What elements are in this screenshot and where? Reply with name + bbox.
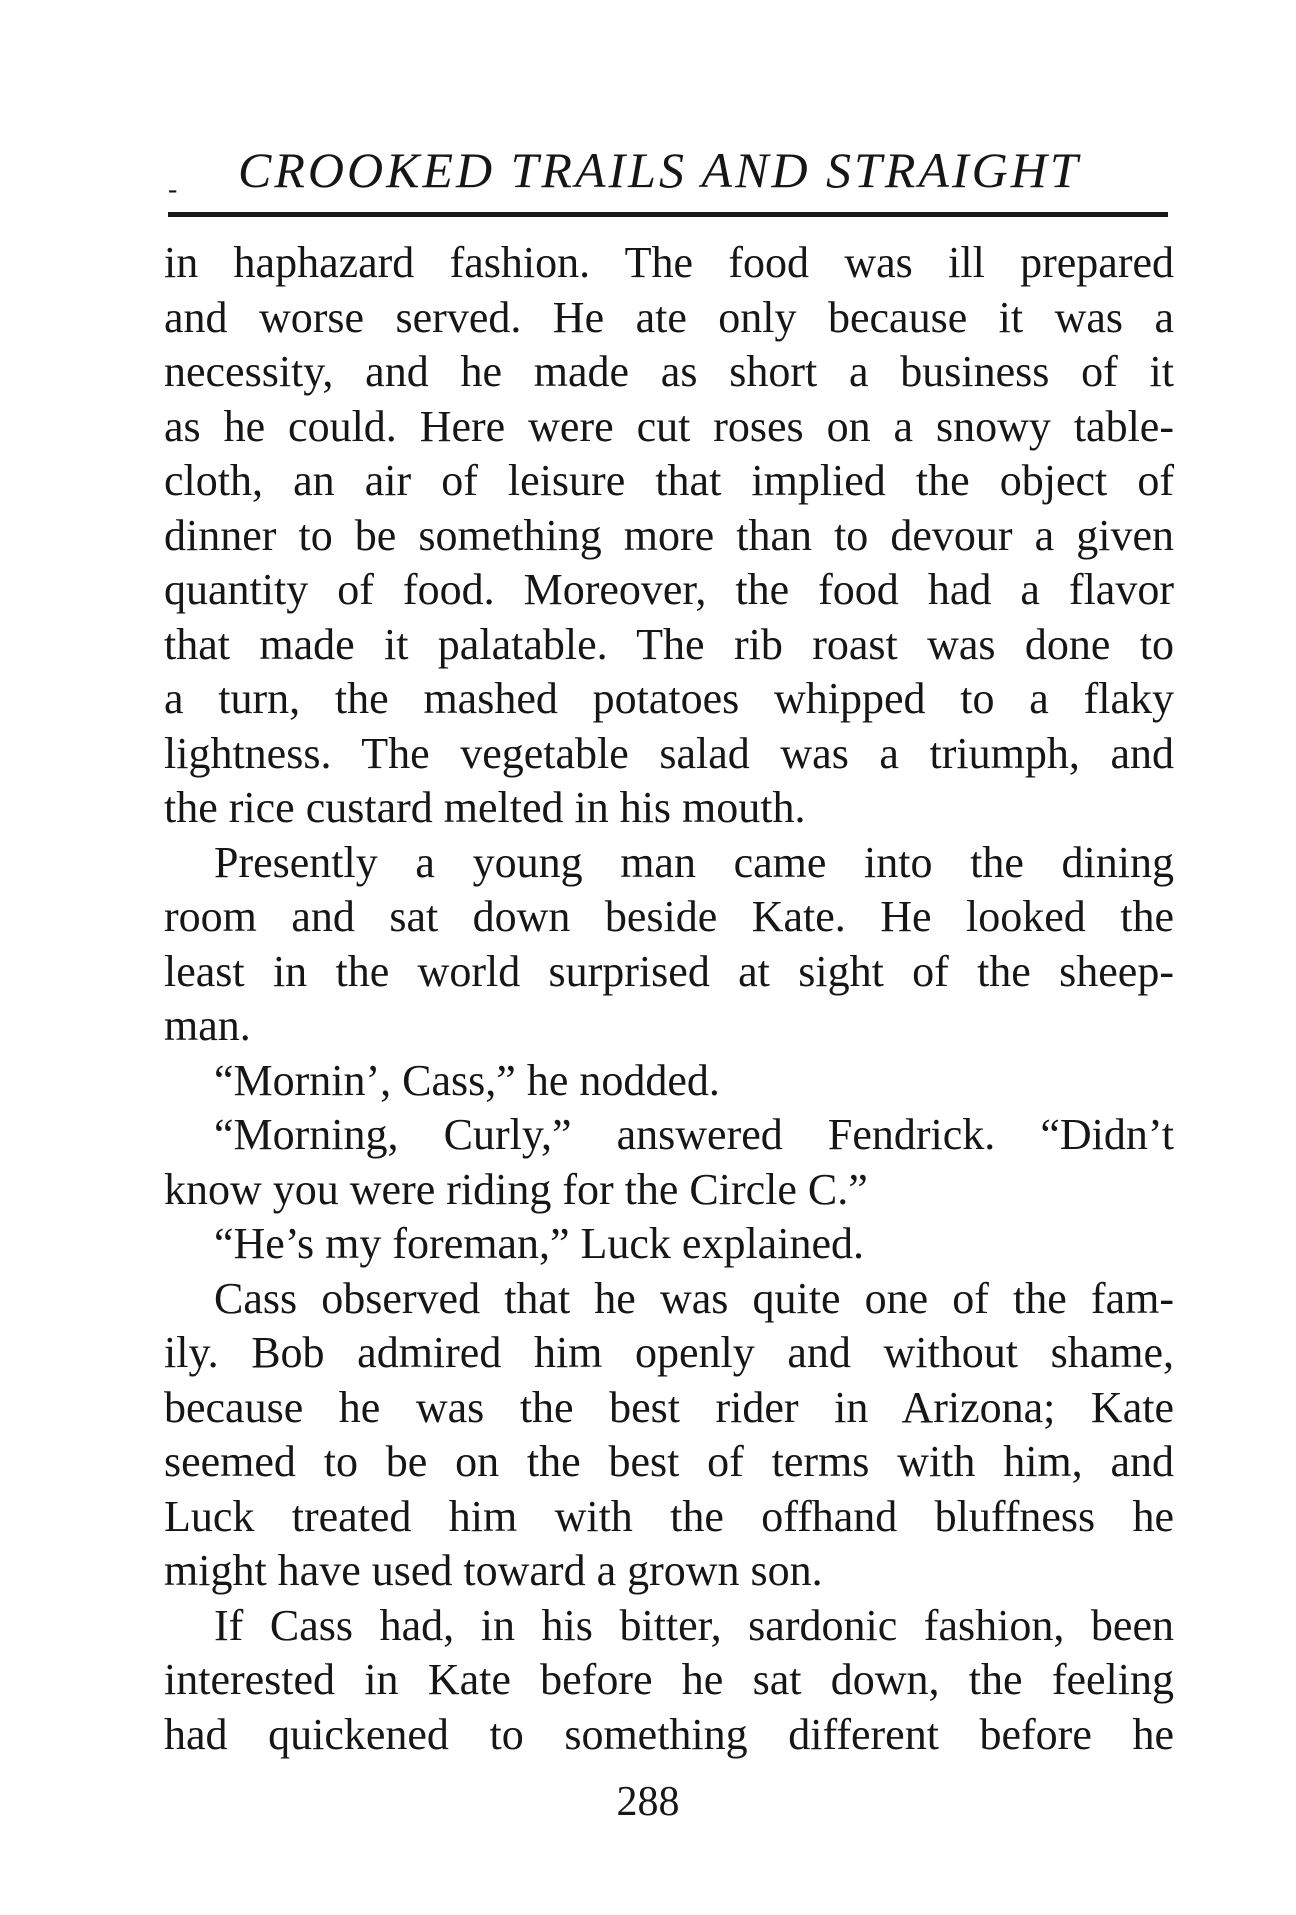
text-line: necessity, and he made as short a business of it <box>164 347 1174 396</box>
text-line: because he was the best rider in Arizona; Kate <box>164 1382 1174 1432</box>
text-line: “He’s my foreman,” Luck explained. <box>214 1219 864 1268</box>
running-head <box>168 140 1168 205</box>
text-line: “Mornin’, Cass,” he nodded. <box>214 1055 720 1105</box>
text-line: cloth, an air of leisure that implied the object of <box>164 456 1174 505</box>
text-line: that made it palatable. The rib roast was done to <box>164 619 1174 669</box>
text-line: quantity of food. Moreover, the food had a flavor <box>164 565 1174 614</box>
text-line: interested in Kate before he sat down, the feeling <box>164 1655 1174 1704</box>
page-number: 288 <box>616 1779 680 1825</box>
text-line: know you were riding for the Circle C.” <box>164 1164 868 1214</box>
text-line: Luck treated him with the offhand bluffness he <box>164 1491 1174 1541</box>
running-head-title: CROOKED TRAILS AND STRAIGHT <box>238 142 1081 198</box>
text-line: Presently a young man came into the dining <box>214 837 1174 887</box>
text-line: the rice custard melted in his mouth. <box>164 783 806 832</box>
text-line: a turn, the mashed potatoes whipped to a flaky <box>164 674 1174 723</box>
text-line: room and sat down beside Kate. He looked the <box>164 892 1174 941</box>
text-line: and worse served. He ate only because it was a <box>164 292 1174 342</box>
text-line: as he could. Here were cut roses on a snowy table- <box>164 401 1174 451</box>
text-line: ily. Bob admired him openly and without shame, <box>164 1328 1174 1377</box>
text-line: lightness. The vegetable salad was a triumph, and <box>164 728 1174 778</box>
text-line: Cass observed that he was quite one of the fam- <box>214 1273 1174 1323</box>
text-line: If Cass had, in his bitter, sardonic fashion, been <box>214 1600 1174 1650</box>
text-line: in haphazard fashion. The food was ill prepared <box>164 238 1174 287</box>
running-head-mark: - <box>168 174 178 205</box>
text-line: least in the world surprised at sight of the sheep- <box>164 946 1174 996</box>
text-line: “Morning, Curly,” answered Fendrick. “Didn’t <box>214 1110 1174 1159</box>
body-text <box>164 236 1174 1762</box>
header-rule <box>168 212 1168 217</box>
text-line: might have used toward a grown son. <box>164 1546 823 1595</box>
text-line: had quickened to something different before he <box>164 1709 1174 1759</box>
text-line: dinner to be something more than to devour a given <box>164 510 1174 560</box>
text-line: seemed to be on the best of terms with him, and <box>164 1437 1174 1486</box>
text-line: man. <box>164 1001 251 1050</box>
